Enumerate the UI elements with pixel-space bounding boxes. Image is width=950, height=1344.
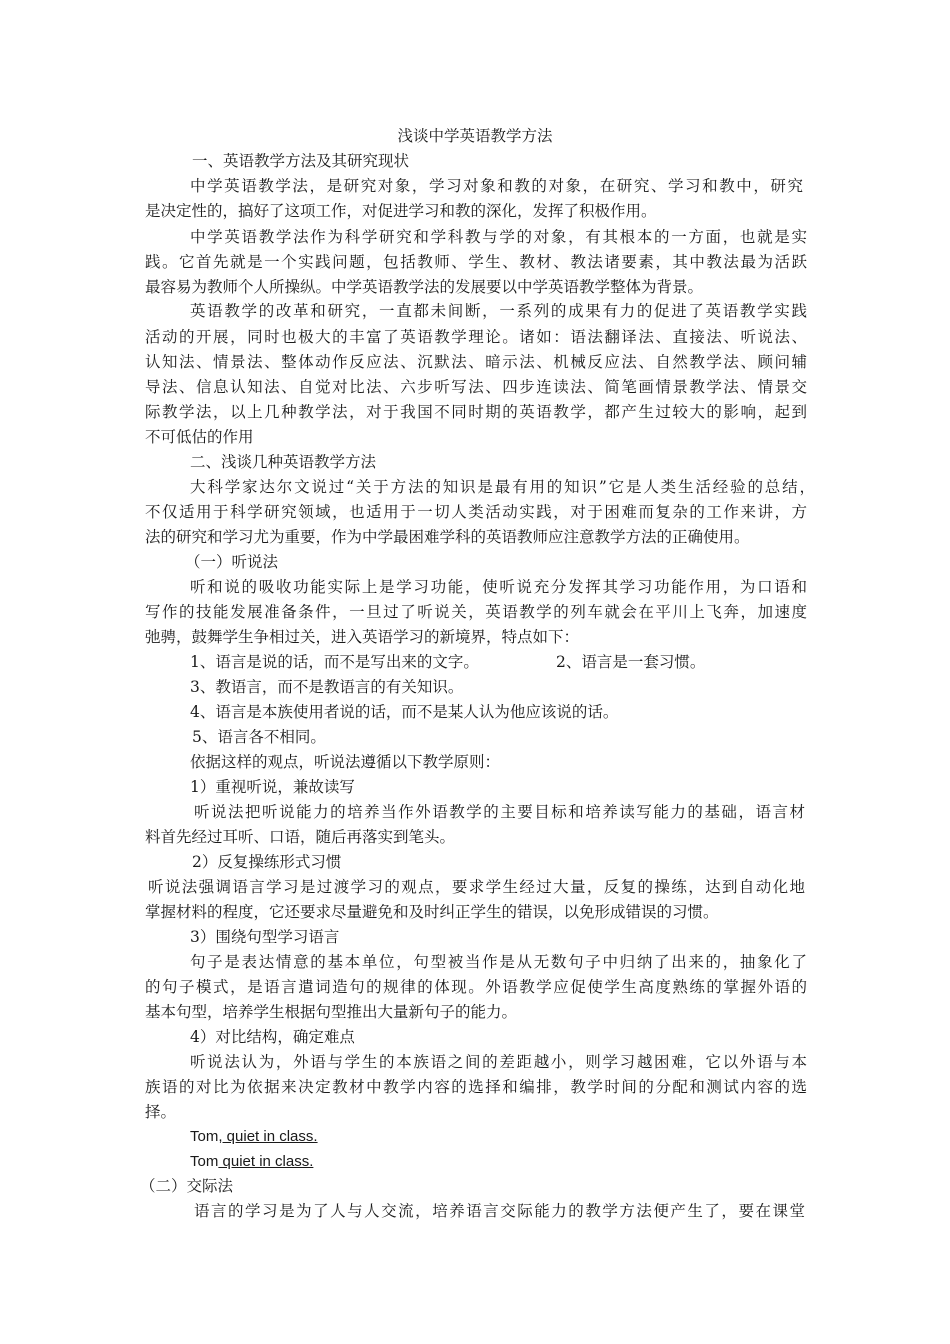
paragraph-line: 中学英语教学法，是研究对象，学习对象和教的对象，在研究、学习和教中，研究 [190, 177, 803, 195]
paragraph-line: 句子是表达情意的基本单位，句型被当作是从无数句子中归纳了出来的，抽象化了 [190, 953, 807, 971]
paragraph-line: 听和说的吸收功能实际上是学习功能，使听说充分发挥其学习功能作用，为口语和 [190, 578, 807, 596]
paragraph-line: 族语的对比为依据来决定教材中教学内容的选择和编排，教学时间的分配和测试内容的选 [145, 1078, 807, 1096]
principle-heading: 3）围绕句型学习语言 [190, 928, 340, 946]
example-subject: Tom, [190, 1128, 223, 1145]
section-heading: 一、英语教学方法及其研究现状 [192, 152, 410, 170]
list-item: 4、语言是本族使用者说的话，而不是某人认为他应该说的话。 [190, 703, 619, 721]
paragraph-line: 法的研究和学习尤为重要，作为中学最困难学科的英语教师应注意教学方法的正确使用。 [145, 528, 750, 546]
principle-heading: 2）反复操练形式习惯 [192, 853, 342, 871]
list-item: 5、语言各不相同。 [192, 728, 326, 746]
principle-heading: 1）重视听说，兼故读写 [190, 778, 355, 796]
paragraph-line: 听说法把听说能力的培养当作外语教学的主要目标和培养读写能力的基础，语言材 [194, 803, 805, 821]
list-item: 3、教语言，而不是教语言的有关知识。 [190, 678, 464, 696]
paragraph-line: 中学英语教学法作为科学研究和学科教与学的对象，有其根本的一方面，也就是实 [190, 228, 807, 246]
paragraph-line: 际教学法，以上几种教学法，对于我国不同时期的英语教学，都产生过较大的影响，起到 [145, 403, 807, 421]
paragraph-line: 践。它首先就是一个实践问题，包括教师、学生、教材、教法诸要素，其中教法最为活跃 [145, 253, 807, 271]
paragraph-line: 基本句型，培养学生根据句型推出大量新句子的能力。 [145, 1003, 518, 1021]
paragraph-line: 择。 [145, 1103, 177, 1121]
paragraph-line: 不仅适用于科学研究领域，也适用于一切人类活动实践，对于困难而复杂的工作来讲，方 [145, 503, 807, 521]
paragraph-line: 最容易为教师个人所操纵。中学英语教学法的发展要以中学英语教学整体为背景。 [145, 278, 704, 296]
paragraph-line: 听说法强调语言学习是过渡学习的观点，要求学生经过大量，反复的操练，达到自动化地 [148, 878, 805, 896]
list-item: 2、语言是一套习惯。 [556, 653, 706, 671]
principle-heading: 4）对比结构，确定难点 [190, 1028, 355, 1046]
paragraph-line: 依据这样的观点，听说法遵循以下教学原则： [190, 753, 501, 771]
paragraph-line: 掌握材料的程度，它还要求尽量避免和及时纠正学生的错误，以免形成错误的习惯。 [145, 903, 719, 921]
paragraph-line: 英语教学的改革和研究，一直都未间断，一系列的成果有力的促进了英语教学实践 [190, 302, 807, 320]
paragraph-line: 认知法、情景法、整体动作反应法、沉默法、暗示法、机械反应法、自然教学法、顾问辅 [145, 353, 807, 371]
paragraph-line: 是决定性的，搞好了这项工作，对促进学习和教的深化，发挥了积极作用。 [145, 202, 657, 220]
example-blank: quiet in class. [222, 1128, 318, 1145]
section-heading: 二、浅谈几种英语教学方法 [190, 453, 377, 471]
example-sentence [190, 1150, 313, 1174]
subsection-heading: （二）交际法 [140, 1177, 234, 1195]
paragraph-line: 不可低估的作用 [145, 428, 254, 446]
paragraph-line: 语言的学习是为了人与人交流，培养语言交际能力的教学方法便产生了，要在课堂 [194, 1202, 805, 1220]
document-title: 浅谈中学英语教学方法 [397, 127, 553, 145]
paragraph-line: 活动的开展，同时也极大的丰富了英语教学理论。诸如：语法翻译法、直接法、听说法、 [145, 328, 807, 346]
list-item: 1、语言是说的话，而不是写出来的文字。 [190, 653, 479, 671]
paragraph-line: 大科学家达尔文说过“关于方法的知识是最有用的知识”它是人类生活经验的总结， [190, 478, 815, 496]
paragraph-line: 导法、信息认知法、自觉对比法、六步听写法、四步连读法、简笔画情景教学法、情景交 [145, 378, 807, 396]
paragraph-line: 听说法认为，外语与学生的本族语之间的差距越小，则学习越困难，它以外语与本 [190, 1053, 807, 1071]
paragraph-line: 弛骋，鼓舞学生争相过关，进入英语学习的新境界，特点如下： [145, 628, 580, 646]
example-sentence [190, 1125, 318, 1149]
example-blank: quiet in class. [218, 1153, 314, 1170]
subsection-heading: （一）听说法 [185, 553, 279, 571]
paragraph-line: 的句子模式，是语言遣词造句的规律的体现。外语教学应促使学生高度熟练的掌握外语的 [145, 978, 807, 996]
example-subject: Tom [190, 1153, 219, 1170]
paragraph-line: 写作的技能发展准备条件，一旦过了听说关，英语教学的列车就会在平川上飞奔，加速度 [145, 603, 807, 621]
paragraph-line: 料首先经过耳听、口语，随后再落实到笔头。 [145, 828, 456, 846]
